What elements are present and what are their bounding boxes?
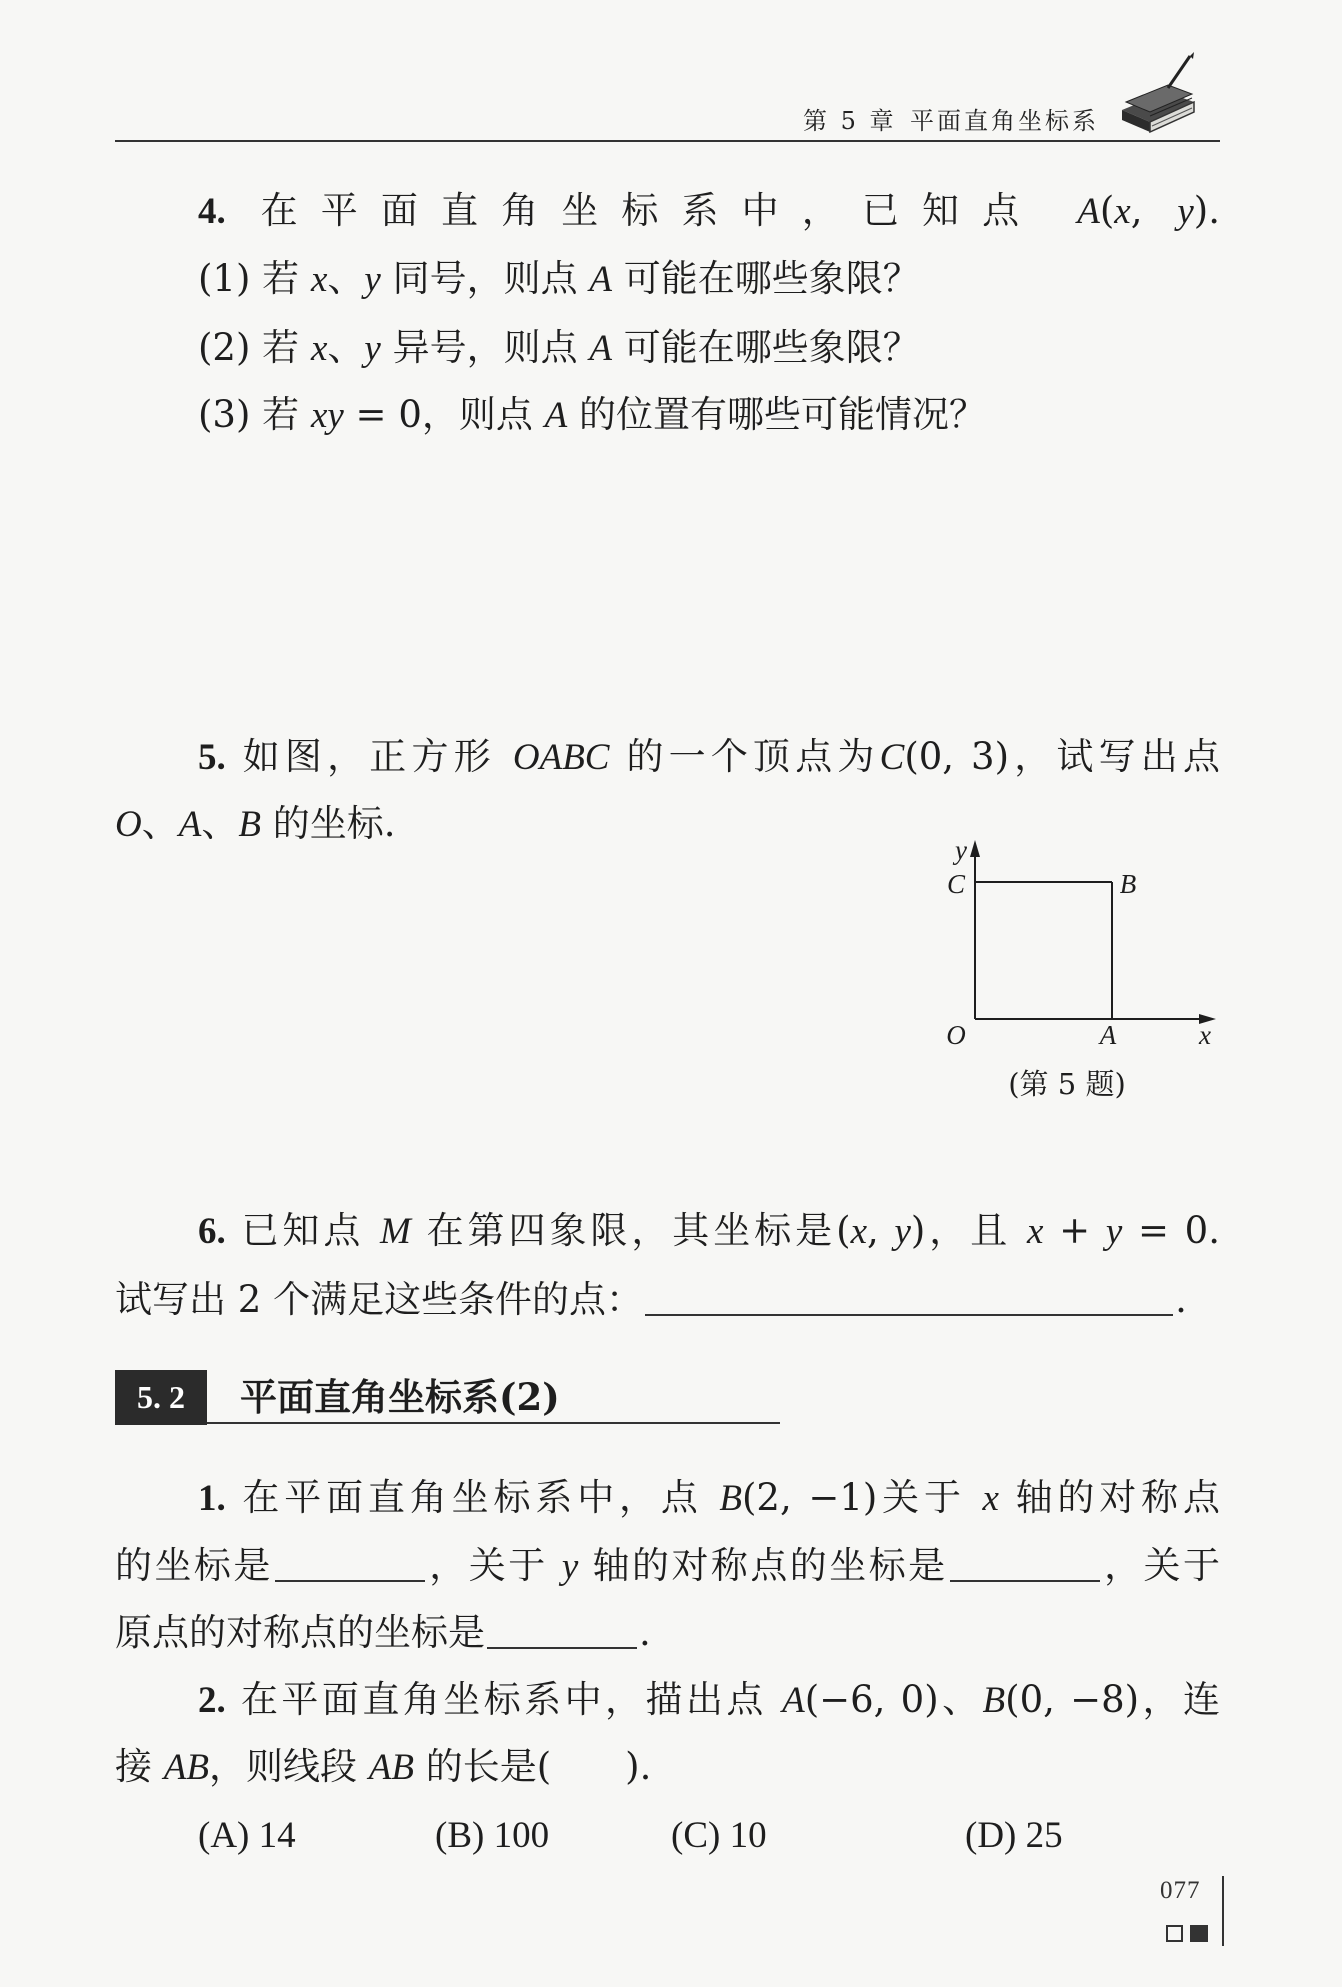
s2-q2-line-1 <box>198 1675 1220 1725</box>
math-variable: A <box>1077 191 1100 232</box>
text-segment: 、 <box>201 802 239 845</box>
question-number: 1. <box>198 1478 226 1519</box>
math-variable: M <box>380 1211 411 1252</box>
answer-blank <box>950 1546 1100 1582</box>
text-segment: 可能在哪些象限？ <box>611 326 920 369</box>
chapter-title: 平面直角坐标系 <box>910 107 1099 135</box>
text-segment: + <box>1043 1209 1106 1252</box>
text-segment: . <box>639 1611 651 1654</box>
book-icon <box>1116 52 1200 138</box>
text-segment: 轴的对称点的坐标是 <box>578 1544 948 1587</box>
text-segment: 、 <box>327 326 365 369</box>
math-variable: x <box>310 259 328 300</box>
text-segment: ( <box>1099 189 1115 232</box>
math-variable: x <box>310 328 328 369</box>
option-a-text: (A) 14 <box>198 1815 296 1856</box>
text-segment: 的一个顶点为 <box>609 735 880 778</box>
text-segment: ，关于 <box>1101 1544 1221 1587</box>
math-variable: B <box>719 1478 742 1519</box>
page-number: 077 <box>1160 1877 1201 1904</box>
math-variable: x <box>1114 191 1131 232</box>
text-segment: ，则线段 <box>208 1745 369 1788</box>
text-segment: (1) 若 <box>198 257 311 300</box>
q4-stem <box>198 186 1220 236</box>
figure-label-o: O <box>946 1020 966 1050</box>
option-a <box>198 1810 296 1861</box>
figure-label-x: x <box>1199 1020 1211 1050</box>
text-segment: 可能在哪些象限？ <box>611 257 920 300</box>
math-variable: B <box>238 804 261 845</box>
text-segment: = 0，则点 <box>343 393 545 436</box>
math-variable: A <box>589 259 612 300</box>
figure-label-y: y <box>955 835 967 865</box>
math-variable: xy <box>310 395 344 436</box>
math-variable: A <box>782 1680 805 1721</box>
section-rule <box>115 1422 780 1424</box>
q6-line-1 <box>198 1206 1220 1256</box>
text-segment: . <box>1175 1278 1187 1321</box>
s2-q1-line-2 <box>115 1541 1220 1591</box>
math-variable: OABC <box>512 737 610 778</box>
question-number: 4. <box>198 191 226 232</box>
section-number: 5. 2 <box>115 1370 207 1425</box>
text-segment: (2, −1)关于 <box>742 1476 983 1519</box>
math-variable: x <box>982 1478 999 1519</box>
chapter-label: 第 5 章 <box>803 107 897 135</box>
square-coordinate-figure <box>930 830 1230 1050</box>
answer-blank <box>275 1546 425 1582</box>
text-segment: ). <box>1193 189 1220 232</box>
figure-caption: (第 5 题) <box>1008 1067 1126 1101</box>
text-segment: = 0. <box>1122 1209 1220 1252</box>
text-segment: 接 <box>115 1745 164 1788</box>
figure-label-c: C <box>946 869 966 899</box>
math-variable: x <box>1026 1211 1044 1252</box>
math-variable: O <box>115 804 142 845</box>
page-marker-empty-square <box>1166 1925 1183 1942</box>
text-segment: 、 <box>327 257 365 300</box>
figure-label-b: B <box>1119 869 1137 899</box>
math-variable: y <box>364 259 381 300</box>
option-b <box>435 1810 549 1861</box>
s2-q1-line-3 <box>115 1608 1220 1658</box>
question-number: 5. <box>198 737 226 778</box>
text-segment: 异号，则点 <box>380 326 590 369</box>
text-segment: 在平面直角坐标系中，描出点 <box>225 1678 783 1721</box>
math-variable: y <box>561 1546 579 1587</box>
q4-part-3 <box>198 390 1220 440</box>
text-segment: 在平面直角坐标系中，点 <box>225 1476 720 1519</box>
math-variable: A <box>589 328 612 369</box>
text-segment: 原点的对称点的坐标是 <box>115 1611 485 1654</box>
text-segment: 如图，正方形 <box>225 735 513 778</box>
answer-blank <box>645 1280 1173 1316</box>
q6-line-2 <box>115 1275 1220 1325</box>
text-segment: )，且 <box>910 1209 1027 1252</box>
text-segment: 在第四象限，其坐标是( <box>410 1209 851 1252</box>
math-variable: y <box>1105 1211 1123 1252</box>
option-d <box>965 1810 1063 1861</box>
answer-blank <box>487 1613 637 1649</box>
math-variable: A <box>178 804 202 845</box>
text-segment: 试写出 2 个满足这些条件的点： <box>115 1278 644 1321</box>
text-segment: 的长是( ). <box>413 1745 652 1788</box>
question-number: 2. <box>198 1680 226 1721</box>
text-segment: (2) 若 <box>198 326 311 369</box>
text-segment: , <box>867 1209 895 1252</box>
y-axis-arrow <box>970 840 980 857</box>
s2-q2-line-2 <box>115 1742 1220 1792</box>
math-variable: B <box>982 1680 1006 1721</box>
q4-part-2 <box>198 323 1220 373</box>
text-segment: (0, 3)，试写出点 <box>904 735 1220 778</box>
text-segment: 在平面直角坐标系中，已知点 <box>225 189 1078 232</box>
section-title: 平面直角坐标系(2) <box>240 1375 560 1419</box>
footer-rule <box>1222 1876 1224 1946</box>
text-segment: 、 <box>141 802 179 845</box>
q4-part-1 <box>198 254 1220 304</box>
text-segment: (3) 若 <box>198 393 311 436</box>
q5-line-1 <box>198 732 1220 782</box>
text-segment: (0, −8)，连 <box>1005 1678 1220 1721</box>
math-variable: AB <box>163 1747 209 1788</box>
text-segment: 已知点 <box>225 1209 381 1252</box>
math-variable: y <box>894 1211 911 1252</box>
text-segment: 的坐标. <box>260 802 396 845</box>
option-b-text: (B) 100 <box>435 1815 550 1856</box>
text-segment: (−6, 0)、 <box>804 1678 983 1721</box>
text-segment: 轴的对称点 <box>998 1476 1220 1519</box>
figure-label-a: A <box>1099 1020 1117 1050</box>
question-number: 6. <box>198 1211 226 1252</box>
math-variable: A <box>544 395 568 436</box>
s2-q1-line-1 <box>198 1473 1220 1523</box>
math-variable: AB <box>368 1747 414 1788</box>
option-c <box>671 1810 767 1861</box>
text-segment: , <box>1130 189 1178 232</box>
math-variable: y <box>1177 191 1194 232</box>
text-segment: 同号，则点 <box>380 257 590 300</box>
math-variable: y <box>364 328 381 369</box>
option-d-text: (D) 25 <box>965 1815 1063 1856</box>
math-variable: C <box>879 737 905 778</box>
page-marker-filled-square <box>1190 1925 1208 1942</box>
option-c-text: (C) 10 <box>671 1815 767 1856</box>
math-variable: x <box>850 1211 867 1252</box>
text-segment: 的坐标是 <box>115 1544 273 1587</box>
header-rule <box>115 140 1220 142</box>
text-segment: ，关于 <box>426 1544 562 1587</box>
text-segment: 的位置有哪些可能情况？ <box>567 393 986 436</box>
